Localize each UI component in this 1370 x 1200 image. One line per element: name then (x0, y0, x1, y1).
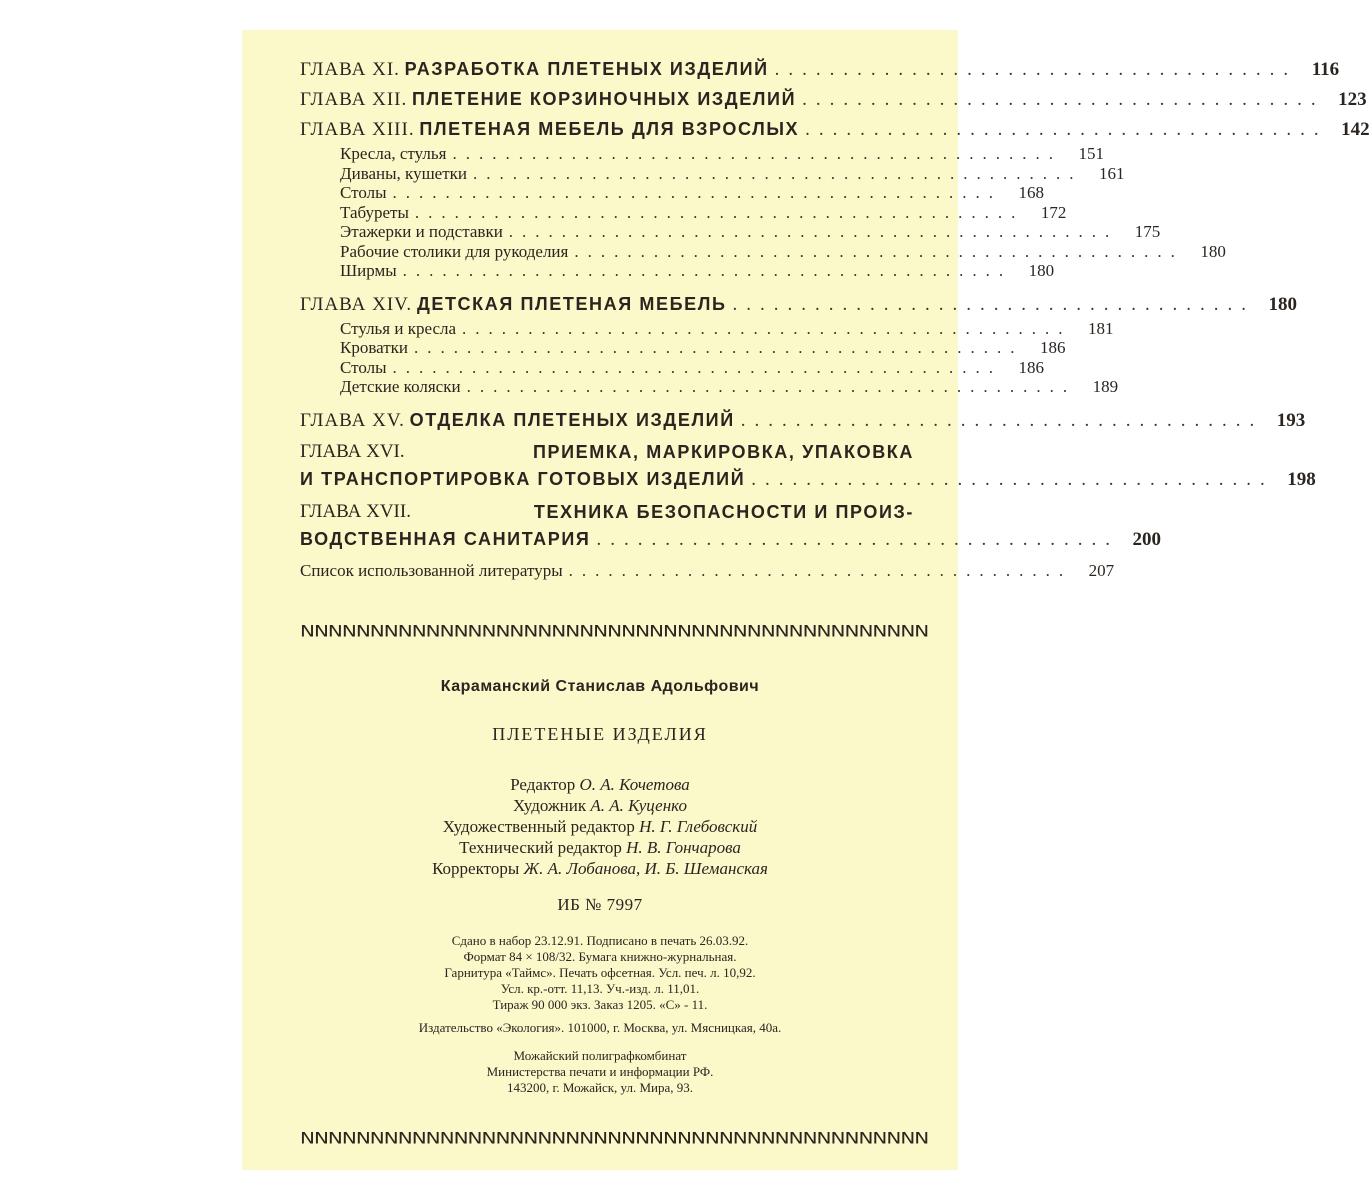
toc-chapter-11 (300, 54, 1340, 84)
page-number: 200 (1132, 528, 1161, 550)
leader-dots: .............................................. (414, 338, 1024, 357)
ornament-divider-bottom: NNNNNNNNNNNNNNNNNNNNNNNNNNNNNNNNNNNNNNNNNNNNN (300, 1128, 929, 1148)
chapter-number: ГЛАВА XII. (300, 89, 408, 110)
section-title: Кроватки (340, 338, 409, 357)
credit-role: Художественный редактор (442, 817, 635, 836)
credit-name: Ж. А. Лобанова, И. Б. Шеманская (523, 859, 768, 878)
tech-line: Гарнитура «Таймс». Печать офсетная. Усл. печ. л. 10,92. (444, 965, 756, 980)
technical-details (242, 933, 958, 1013)
leader-dots: .............................................. (392, 357, 1003, 377)
credit-name: А. А. Куценко (590, 796, 687, 815)
leader-dots: .............................................. (414, 202, 1025, 222)
literature-title: Список использованной литературы (300, 560, 563, 580)
page-number: 198 (1287, 468, 1316, 490)
page-number: 168 (1018, 183, 1045, 202)
credit-line (242, 774, 958, 795)
toc-chapter-12 (300, 84, 1367, 114)
tech-line: Усл. кр.-отт. 11,13. Уч.-изд. л. 11,01. (500, 981, 700, 996)
toc-section (300, 261, 1055, 281)
page-number: 180 (1268, 293, 1298, 315)
toc-chapter-16-line1 (300, 439, 914, 465)
toc-chapter-17-line2 (300, 525, 1161, 553)
chapter-number: ГЛАВА XV. (300, 409, 405, 431)
leader-dots: ...................................... (740, 409, 1264, 431)
toc-section (300, 222, 1161, 242)
leader-dots: ...................................... (774, 59, 1298, 80)
credit-name: О. А. Кочетова (579, 775, 690, 794)
toc-literature (300, 557, 1115, 585)
credit-role: Художник (513, 796, 587, 815)
page-number: 180 (1200, 241, 1226, 261)
chapter-title: ТЕХНИКА БЕЗОПАСНОСТИ И ПРОИЗ- (533, 501, 914, 522)
page-number: 172 (1040, 202, 1067, 222)
leader-dots: ...................................... (732, 293, 1256, 315)
page-number: 180 (1028, 261, 1055, 280)
chapter-title: ПЛЕТЕНАЯ МЕБЕЛЬ ДЛЯ ВЗРОСЛЫХ (419, 119, 800, 139)
book-page (242, 30, 1370, 1170)
toc-chapter-17-line1 (300, 499, 914, 525)
chapter-number: ГЛАВА XIV. (300, 293, 413, 315)
tech-line: Формат 84 × 108/32. Бумага книжно-журнальная. (463, 949, 737, 964)
section-title: Детские коляски (340, 377, 461, 396)
leader-dots: .............................................. (402, 261, 1013, 280)
page-number: 175 (1134, 222, 1161, 241)
chapter-title: РАЗРАБОТКА ПЛЕТЕНЫХ ИЗДЕЛИЙ (404, 59, 769, 79)
toc-section (300, 202, 1067, 223)
page-number: 151 (1078, 144, 1104, 163)
leader-dots: .............................................. (574, 241, 1184, 261)
leader-dots: ...................................... (596, 528, 1119, 550)
credit-line (242, 816, 958, 837)
chapter-title: ПЛЕТЕНИЕ КОРЗИНОЧНЫХ ИЗДЕЛИЙ (412, 89, 797, 109)
section-title: Столы (340, 183, 387, 202)
toc-section (300, 357, 1045, 378)
section-title: Этажерки и подставки (340, 222, 503, 241)
chapter-number: ГЛАВА XI. (300, 59, 400, 80)
chapter-number: ГЛАВА XVI. (300, 440, 405, 462)
page-number: 123 (1338, 89, 1367, 110)
section-title: Кресла, стулья (340, 144, 447, 163)
toc-chapter-15 (300, 405, 1306, 435)
credit-line (242, 795, 958, 816)
ib-number: ИБ № 7997 (557, 895, 643, 914)
chapter-number: ГЛАВА XVII. (300, 500, 411, 522)
book-title: ПЛЕТЕНЫЕ ИЗДЕЛИЯ (492, 724, 708, 744)
ornament-divider-top: NNNNNNNNNNNNNNNNNNNNNNNNNNNNNNNNNNNNNNNNNNNNN (300, 621, 929, 641)
page-number: 189 (1092, 377, 1119, 396)
chapter-title: ДЕТСКАЯ ПЛЕТЕНАЯ МЕБЕЛЬ (416, 293, 727, 314)
printer-line: Министерства печати и информации РФ. (486, 1064, 714, 1079)
author-name: Караманский Станислав Адольфович (440, 678, 760, 695)
toc-chapter-14 (300, 289, 1298, 319)
leader-dots: ...................................... (568, 560, 1073, 580)
credit-line (242, 837, 958, 858)
leader-dots: ...................................... (805, 119, 1328, 140)
leader-dots: .............................................. (462, 318, 1072, 338)
credit-line (242, 858, 958, 879)
tech-line: Тираж 90 000 экз. Заказ 1205. «С» - 11. (492, 997, 708, 1012)
section-title: Ширмы (340, 261, 397, 280)
chapter-title-cont: И ТРАНСПОРТИРОВКА ГОТОВЫХ ИЗДЕЛИЙ (300, 468, 746, 489)
chapter-title: ПРИЕМКА, МАРКИРОВКА, УПАКОВКА (532, 441, 914, 462)
page-number: 186 (1018, 357, 1045, 377)
section-title: Диваны, кушетки (340, 163, 468, 183)
credit-role: Редактор (510, 775, 576, 794)
toc-section (300, 144, 1104, 164)
toc-section (300, 318, 1114, 339)
section-title: Столы (340, 357, 387, 377)
page-number: 142 (1341, 119, 1370, 140)
chapter-number: ГЛАВА XIII. (300, 119, 415, 140)
toc-section (300, 377, 1119, 397)
leader-dots: .............................................. (473, 163, 1083, 183)
printer-block (242, 1048, 958, 1096)
toc-section (300, 338, 1066, 358)
leader-dots: .............................................. (508, 222, 1119, 241)
credit-name: Н. Г. Глебовский (639, 817, 758, 836)
toc-section (300, 183, 1045, 203)
page-number: 181 (1088, 318, 1114, 338)
page-number: 116 (1311, 59, 1340, 80)
printer-line: 143200, г. Можайск, ул. Мира, 93. (506, 1080, 694, 1095)
leader-dots: .............................................. (452, 144, 1062, 163)
credit-name: Н. В. Гончарова (626, 838, 741, 857)
credits-block (242, 774, 958, 879)
credit-role: Технический редактор (459, 838, 622, 857)
leader-dots: .............................................. (392, 183, 1003, 202)
page-number: 161 (1099, 163, 1125, 183)
toc-chapter-16-line2 (300, 465, 1316, 493)
tech-line: Сдано в набор 23.12.91. Подписано в печать 26.03.92. (451, 933, 749, 948)
table-of-contents (300, 54, 1370, 585)
credit-role: Корректоры (432, 859, 520, 878)
page-number: 207 (1088, 560, 1115, 580)
leader-dots: ...................................... (802, 89, 1325, 110)
publisher-line: Издательство «Экология». 101000, г. Москва, ул. Мясницкая, 40а. (418, 1020, 782, 1035)
toc-section (300, 163, 1125, 184)
printer-line: Можайский полиграфкомбинат (513, 1048, 687, 1063)
leader-dots: ...................................... (751, 468, 1274, 490)
chapter-title-cont: ВОДСТВЕННАЯ САНИТАРИЯ (300, 528, 591, 549)
section-title: Рабочие столики для рукоделия (340, 241, 569, 261)
page-number: 186 (1040, 338, 1066, 357)
leader-dots: .............................................. (466, 377, 1077, 396)
chapter-title: ОТДЕЛКА ПЛЕТЕНЫХ ИЗДЕЛИЙ (409, 409, 735, 430)
page-number: 193 (1276, 409, 1306, 431)
section-title: Табуреты (340, 202, 409, 222)
toc-section (300, 241, 1226, 262)
toc-chapter-13 (300, 114, 1370, 144)
section-title: Стулья и кресла (340, 318, 457, 338)
